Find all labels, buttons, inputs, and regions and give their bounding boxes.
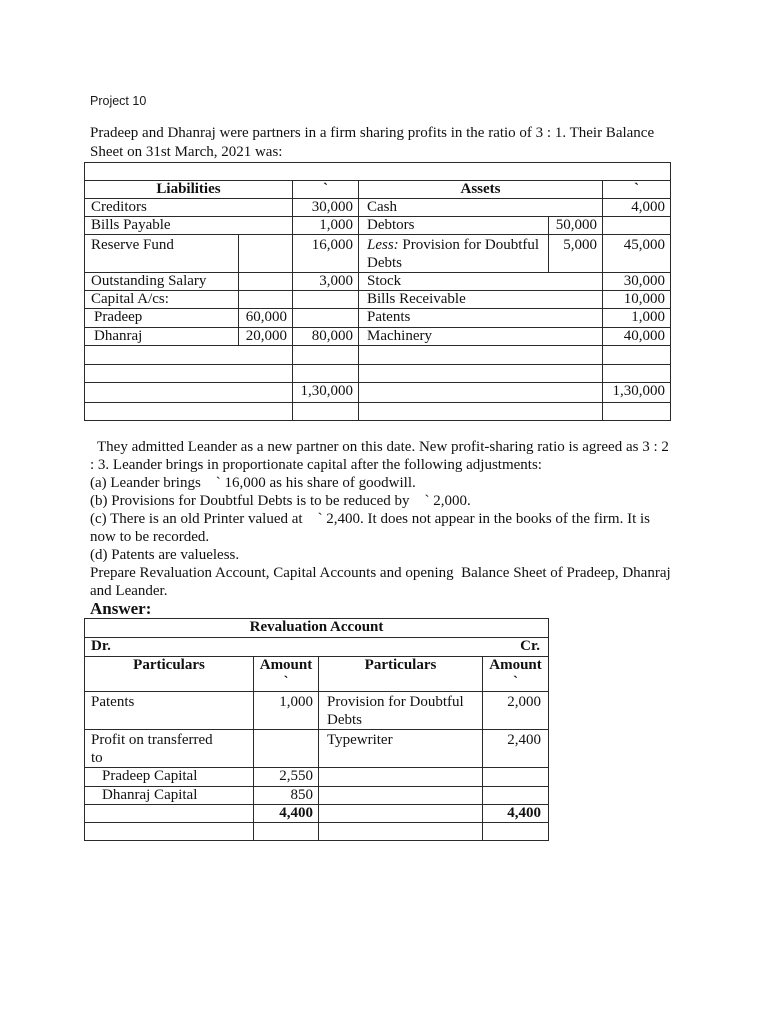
liability-name: Creditors (85, 199, 293, 217)
blank-cell (319, 787, 483, 805)
blank-cell (254, 823, 319, 841)
revaluation-empty-row (85, 823, 549, 841)
revaluation-row (85, 768, 549, 787)
liability-amount: 80,000 (293, 328, 359, 346)
blank-cell (359, 383, 603, 403)
liability-amount: 16,000 (293, 235, 359, 273)
revaluation-title: Revaluation Account (85, 619, 549, 638)
asset-name: Stock (359, 273, 603, 291)
blank-cell (85, 346, 293, 365)
revaluation-total-row (85, 805, 549, 823)
assets-total: 1,30,000 (603, 383, 671, 403)
blank-cell (293, 291, 359, 309)
less-label: Less: (367, 237, 399, 253)
adjustment-b: (b) Provisions for Doubtful Debts is to be reduced by ` 2,000. (90, 493, 471, 509)
liability-amount: 1,000 (293, 217, 359, 235)
balance-sheet-header-row (85, 181, 671, 199)
liability-name: Pradeep (85, 309, 239, 328)
particular-line: Patents (91, 694, 135, 710)
amount-credit-header (483, 657, 549, 692)
blank-cell (293, 365, 359, 383)
liability-amount: 3,000 (293, 273, 359, 291)
blank-cell (319, 768, 483, 787)
blank-cell (319, 805, 483, 823)
amount-label: Amount (489, 657, 542, 673)
debit-amount: 850 (254, 787, 319, 805)
blank-cell (293, 403, 359, 421)
particular-line: Debts (327, 712, 362, 728)
blank-cell (85, 163, 671, 181)
particular-line: to (91, 750, 103, 766)
liability-name: Dhanraj (85, 328, 239, 346)
drcr-cell (85, 638, 549, 657)
balance-sheet-row (85, 291, 671, 309)
revaluation-row (85, 730, 549, 768)
admission-paragraph (90, 438, 671, 600)
blank-cell (239, 273, 293, 291)
credit-total: 4,400 (483, 805, 549, 823)
blank-cell (85, 823, 254, 841)
blank-cell (293, 346, 359, 365)
blank-cell (239, 235, 293, 273)
liability-sub-amount: 20,000 (239, 328, 293, 346)
blank-cell (359, 365, 603, 383)
blank-cell (319, 823, 483, 841)
balance-sheet-empty-row (85, 403, 671, 421)
amount-debit-header (254, 657, 319, 692)
balance-sheet-empty-row (85, 346, 671, 365)
credit-amount: 2,000 (483, 692, 549, 730)
intro-line: Sheet on 31st March, 2021 was: (90, 144, 283, 160)
debit-total: 4,400 (254, 805, 319, 823)
debit-amount: 2,550 (254, 768, 319, 787)
blank-cell (359, 346, 603, 365)
particular-line: Profit on transferred (91, 732, 213, 748)
credit-amount: 2,400 (483, 730, 549, 768)
balance-sheet-top-row (85, 163, 671, 181)
asset-amount: 4,000 (603, 199, 671, 217)
drcr-labels (91, 638, 543, 655)
project-label: Project 10 (90, 94, 147, 108)
balance-sheet-row (85, 235, 671, 273)
asset-name: Cash (359, 199, 603, 217)
assets-header: Assets (359, 181, 603, 199)
blank-cell (85, 365, 293, 383)
blank-cell (603, 346, 671, 365)
liabilities-currency-header: ` (293, 181, 359, 199)
debit-particular: Pradeep Capital (85, 768, 254, 787)
asset-name-text: Provision for Doubtful (402, 237, 540, 253)
asset-amount: 30,000 (603, 273, 671, 291)
blank-cell (603, 217, 671, 235)
liability-name: Capital A/cs: (85, 291, 239, 309)
debit-particular: Dhanraj Capital (85, 787, 254, 805)
revaluation-title-row (85, 619, 549, 638)
revaluation-header-row (85, 657, 549, 692)
amount-label: Amount (259, 657, 313, 673)
balance-sheet-table (84, 162, 671, 421)
asset-sub-amount: 5,000 (549, 235, 603, 273)
blank-cell (239, 291, 293, 309)
instruction-line: Prepare Revaluation Account, Capital Accounts and opening Balance Sheet of Pradeep, Dhanraj (90, 565, 671, 581)
asset-name-line: Debts (367, 255, 402, 271)
currency-symbol: ` (283, 674, 289, 690)
debit-amount: 1,000 (254, 692, 319, 730)
blank-cell (483, 787, 549, 805)
revaluation-row (85, 692, 549, 730)
asset-sub-amount: 50,000 (549, 217, 603, 235)
blank-cell (254, 730, 319, 768)
asset-name (359, 235, 549, 273)
answer-heading: Answer: (90, 599, 152, 618)
asset-amount: 10,000 (603, 291, 671, 309)
admission-line: They admitted Leander as a new partner on this date. New profit-sharing ratio is agreed as 3 : 2 (97, 439, 669, 455)
particular-line: Provision for Doubtful (327, 694, 464, 710)
particular-line: Typewriter (327, 732, 393, 748)
blank-cell (293, 309, 359, 328)
intro-paragraph (90, 124, 654, 162)
asset-amount: 1,000 (603, 309, 671, 328)
asset-amount: 40,000 (603, 328, 671, 346)
balance-sheet-empty-row (85, 365, 671, 383)
debit-label: Dr. (91, 638, 111, 654)
asset-name: Machinery (359, 328, 603, 346)
liabilities-total: 1,30,000 (293, 383, 359, 403)
asset-name: Bills Receivable (359, 291, 603, 309)
assets-currency-header: ` (603, 181, 671, 199)
liability-sub-amount: 60,000 (239, 309, 293, 328)
adjustment-c: (c) There is an old Printer valued at ` 2,400. It does not appear in the books of the firm. It is (90, 511, 650, 527)
blank-cell (85, 805, 254, 823)
liability-name: Bills Payable (85, 217, 293, 235)
liability-amount: 30,000 (293, 199, 359, 217)
asset-name-line (367, 236, 543, 254)
balance-sheet-row (85, 328, 671, 346)
revaluation-drcr-row (85, 638, 549, 657)
intro-line: Pradeep and Dhanraj were partners in a firm sharing profits in the ratio of 3 : 1. Their Balance (90, 125, 655, 141)
liability-name: Reserve Fund (85, 235, 239, 273)
blank-cell (603, 403, 671, 421)
asset-name: Debtors (359, 217, 549, 235)
instruction-line: and Leander. (90, 583, 168, 599)
credit-label: Cr. (520, 638, 541, 654)
asset-name: Patents (359, 309, 603, 328)
blank-cell (603, 365, 671, 383)
blank-cell (483, 768, 549, 787)
debit-particular (85, 730, 254, 768)
admission-line: : 3. Leander brings in proportionate capital after the following adjustments: (90, 457, 542, 473)
adjustment-d: (d) Patents are valueless. (90, 547, 240, 563)
adjustment-c-continued: now to be recorded. (90, 529, 210, 545)
blank-cell (483, 823, 549, 841)
adjustment-a: (a) Leander brings ` 16,000 as his share of goodwill. (90, 475, 416, 491)
revaluation-row (85, 787, 549, 805)
balance-sheet-row (85, 199, 671, 217)
revaluation-account-table (84, 618, 549, 841)
blank-cell (85, 383, 293, 403)
particulars-debit-header: Particulars (85, 657, 254, 692)
currency-symbol: ` (513, 674, 518, 690)
balance-sheet-row (85, 217, 671, 235)
balance-sheet-total-row (85, 383, 671, 403)
liabilities-header: Liabilities (85, 181, 293, 199)
blank-cell (85, 403, 293, 421)
debit-particular (85, 692, 254, 730)
credit-particular (319, 692, 483, 730)
credit-particular (319, 730, 483, 768)
particulars-credit-header: Particulars (319, 657, 483, 692)
blank-cell (359, 403, 603, 421)
balance-sheet-row (85, 273, 671, 291)
balance-sheet-row (85, 309, 671, 328)
asset-amount: 45,000 (603, 235, 671, 273)
liability-name: Outstanding Salary (85, 273, 239, 291)
